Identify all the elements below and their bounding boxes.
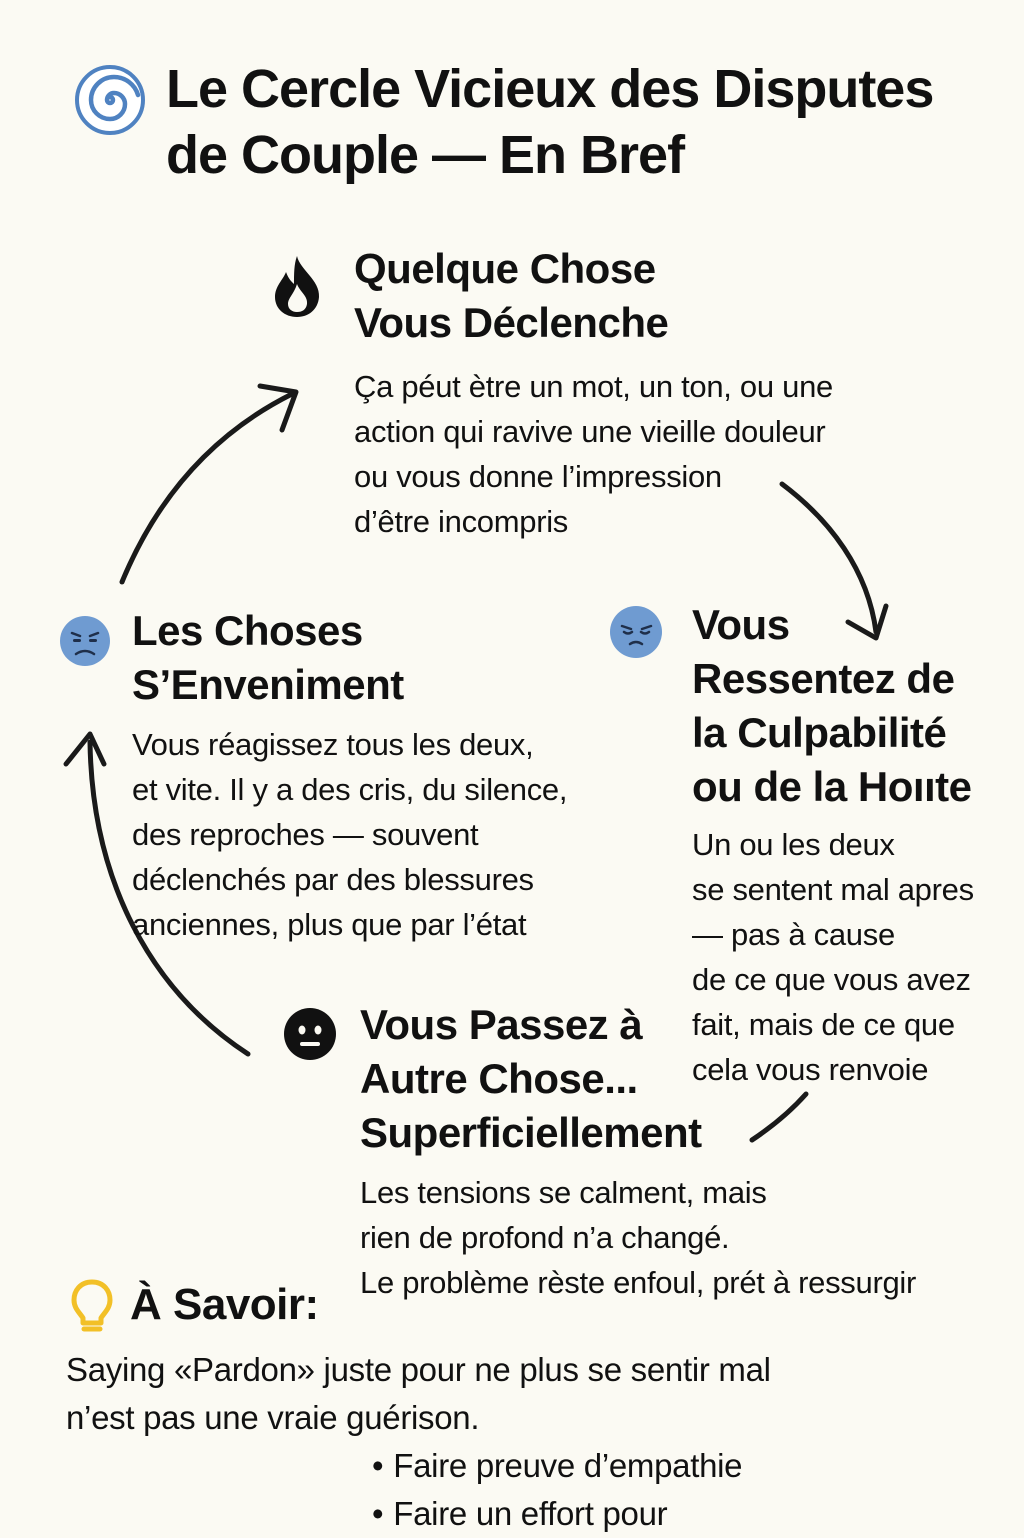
step-escalate-title <box>132 604 632 712</box>
step-escalate-text-line: des reproches — souvent <box>132 817 479 852</box>
tip-text <box>66 1346 966 1442</box>
step-moveon-text-line: Le problème rèste enfoul, prét à ressurgir <box>360 1265 917 1300</box>
step-escalate-text-line: anciennes, plus que par l’état <box>132 907 527 942</box>
step-guilt-title-line: la Culpabilité <box>692 709 947 756</box>
step-escalate-text-line: et vite. Il y a des cris, du silence, <box>132 772 568 807</box>
step-moveon-title-line: Superficiellement <box>360 1109 702 1156</box>
step-escalate-title-line: S’Enveniment <box>132 661 404 708</box>
step-moveon-description <box>360 1170 1000 1305</box>
tip-bullet-list <box>372 1442 742 1538</box>
step-guilt-title-line: ou de la Hoııte <box>692 763 972 810</box>
step-moveon-title-line: Autre Chose... <box>360 1055 638 1102</box>
step-guilt-text-line: Un ou les deux <box>692 827 895 862</box>
step-guilt-text-line: fait, mais de ce que <box>692 1007 955 1042</box>
step-escalate-text-line: déclenchés par des blessures <box>132 862 534 897</box>
step-trigger-text-line: Ça péut ètre un mot, un ton, ou une <box>354 369 833 404</box>
step-guilt-title <box>692 598 1012 814</box>
step-trigger <box>354 242 994 544</box>
title-line-1: Le Cercle Vicieux des Disputes <box>166 59 934 119</box>
step-escalate-text-line: Vous réagissez tous les deux, <box>132 727 534 762</box>
tip-title: À Savoir: <box>130 1280 319 1329</box>
tip-text-line: n’est pas une vraie guérison. <box>66 1399 480 1436</box>
step-trigger-title <box>354 242 994 350</box>
step-moveon-text-line: rien de profond n’a changé. <box>360 1220 730 1255</box>
step-trigger-text-line: ou vous donne l’impression <box>354 459 722 494</box>
tip-bullet-item: • Faire un effort pour <box>372 1490 742 1538</box>
step-trigger-title-line: Vous Déclenche <box>354 299 669 346</box>
neutral-face-icon <box>282 1006 338 1062</box>
step-escalate <box>132 604 632 947</box>
step-guilt-title-line: Vous <box>692 601 790 648</box>
spiral-icon <box>74 64 146 136</box>
step-guilt-text-line: — pas à cause <box>692 917 895 952</box>
page-title <box>166 56 986 188</box>
step-trigger-text-line: action qui ravive une vieille douleur <box>354 414 826 449</box>
lightbulb-icon <box>70 1278 114 1336</box>
step-escalate-title-line: Les Choses <box>132 607 363 654</box>
step-trigger-title-line: Quelque Chose <box>354 245 656 292</box>
step-moveon-text-line: Les tensions se calment, mais <box>360 1175 767 1210</box>
step-escalate-description <box>132 722 632 947</box>
step-moveon <box>360 998 1000 1305</box>
step-trigger-description <box>354 364 994 544</box>
title-line-2: de Couple — En Bref <box>166 125 685 185</box>
tip-bullet-item: • Faire preuve d’empathie <box>372 1442 742 1490</box>
step-guilt-text-line: de ce que vous avez <box>692 962 971 997</box>
tip-text-line: Saying «Pardon» juste pour ne plus se sentir mal <box>66 1351 771 1388</box>
step-moveon-title-line: Vous Passez à <box>360 1001 643 1048</box>
step-guilt-title-line: Ressentez de <box>692 655 955 702</box>
step-moveon-title <box>360 998 1000 1160</box>
step-guilt-text-line: se sentent mal apres <box>692 872 974 907</box>
frowning-face-icon <box>58 614 112 668</box>
flame-icon <box>270 254 324 318</box>
arrow-escalate-to-trigger <box>122 386 296 582</box>
step-trigger-text-line: d’être incompris <box>354 504 569 539</box>
step-guilt-text-line: cela vous renvoie <box>692 1052 929 1087</box>
